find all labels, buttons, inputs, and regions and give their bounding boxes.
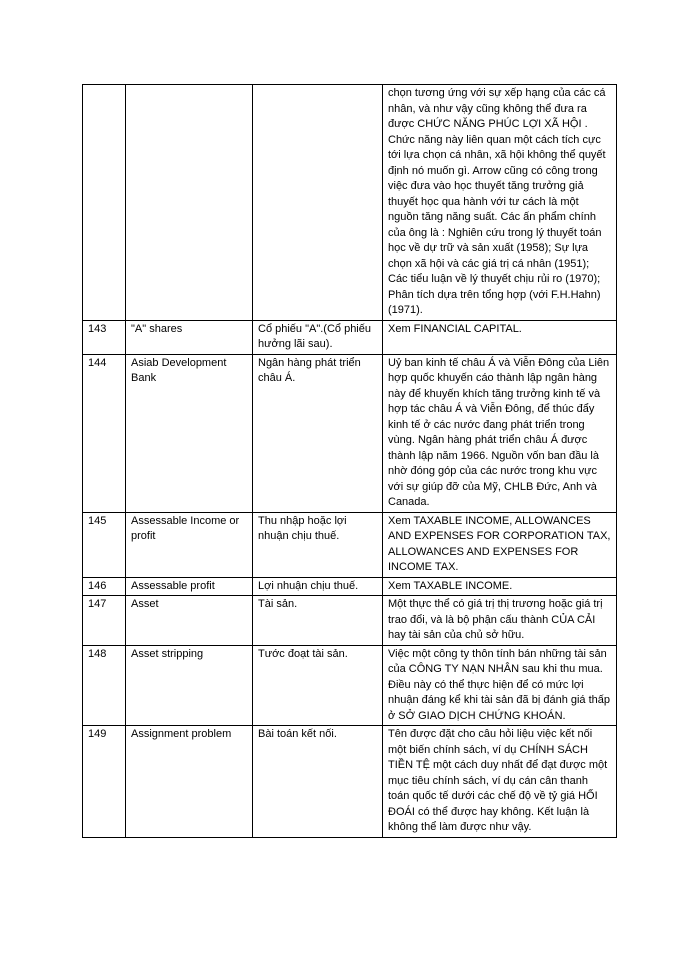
table-row [83, 645, 617, 726]
entry-description: Một thực thể có giá trị thị trương hoặc giá trị trao đổi, và là bộ phận cấu thành CỦA CẢI hay tài sản của chủ sở hữu. [383, 596, 617, 646]
table-row [83, 512, 617, 577]
entry-vietnamese-term: Bài toán kết nối. [253, 726, 383, 838]
entry-vietnamese-term: Thu nhập hoặc lợi nhuận chịu thuế. [253, 512, 383, 577]
entry-number: 144 [83, 354, 126, 512]
entry-english-term: Asiab Development Bank [126, 354, 253, 512]
entry-vietnamese-term: Cổ phiếu "A".(Cổ phiếu hưởng lãi sau). [253, 320, 383, 354]
entry-description: Uỷ ban kinh tế châu Á và Viễn Đông của Liên hợp quốc khuyến cáo thành lập ngân hàng này để khuyến khích tăng trưởng kinh tế và hợp tác châu Á và Viễn Đông, để thúc đẩy kinh tế ở các nước đang phát triển trong vùng. Ngân hàng phát triển châu Á được thành lập năm 1966. Nguồn vốn ban đầu là nhờ đóng góp của các nước trong khu vực với sự giúp đỡ của Mỹ, CHLB Đức, Anh và Canada. [383, 354, 617, 512]
entry-number: 149 [83, 726, 126, 838]
entry-vietnamese-term: Tài sản. [253, 596, 383, 646]
entry-number: 148 [83, 645, 126, 726]
entry-vietnamese-term: Ngân hàng phát triển châu Á. [253, 354, 383, 512]
entry-english-term [126, 85, 253, 321]
table-row [83, 726, 617, 838]
entry-vietnamese-term: Tước đoạt tài sản. [253, 645, 383, 726]
entry-number: 146 [83, 577, 126, 596]
entry-description: Việc một công ty thôn tính bán những tài sản của CÔNG TY NẠN NHÂN sau khi thu mua. Điều này có thể thực hiện để có mức lợi nhuận đáng kể khi tài sản đã bị đánh giá thấp ở SỞ GIAO DỊCH CHỨNG KHOÁN. [383, 645, 617, 726]
table-row [83, 577, 617, 596]
glossary-body [83, 85, 617, 838]
glossary-table [82, 84, 617, 838]
table-row [83, 320, 617, 354]
entry-description: Xem TAXABLE INCOME. [383, 577, 617, 596]
entry-description: chọn tương ứng với sự xếp hạng của các cá nhân, và như vậy cũng không thể đưa ra được CHỨC NĂNG PHÚC LỢI XÃ HỘI . Chức năng này liên quan một cách tích cực tới lựa chọn cá nhân, xã hội không thể quyết định nó muốn gì. Arrow cũng có công trong việc đưa vào học thuyết tăng trưởng giả thuyết học qua hành với tư cách là một nguồn tăng năng suất. Các ấn phẩm chính của ông là : Nghiên cứu trong lý thuyết toán học về dự trữ và sản xuất (1958); Sự lựa chọn xã hội và các giá trị cá nhân (1951); Các tiểu luận về lý thuyết chịu rủi ro (1970); Phân tích dựa trên tổng hợp (với F.H.Hahn) (1971). [383, 85, 617, 321]
entry-description: Xem FINANCIAL CAPITAL. [383, 320, 617, 354]
entry-description: Xem TAXABLE INCOME, ALLOWANCES AND EXPENSES FOR CORPORATION TAX, ALLOWANCES AND EXPENSES FOR INCOME TAX. [383, 512, 617, 577]
table-row [83, 85, 617, 321]
entry-english-term: Assessable Income or profit [126, 512, 253, 577]
entry-number: 143 [83, 320, 126, 354]
entry-english-term: Asset [126, 596, 253, 646]
entry-number [83, 85, 126, 321]
entry-vietnamese-term [253, 85, 383, 321]
entry-number: 147 [83, 596, 126, 646]
entry-number: 145 [83, 512, 126, 577]
entry-english-term: Assignment problem [126, 726, 253, 838]
entry-english-term: Assessable profit [126, 577, 253, 596]
entry-vietnamese-term: Lợi nhuận chịu thuế. [253, 577, 383, 596]
table-row [83, 596, 617, 646]
entry-english-term: "A" shares [126, 320, 253, 354]
table-row [83, 354, 617, 512]
entry-english-term: Asset stripping [126, 645, 253, 726]
entry-description: Tên được đặt cho câu hỏi liệu việc kết nối một biến chính sách, ví dụ CHÍNH SÁCH TIỀN TỆ một cách duy nhất để đạt được một mục tiêu chính sách, ví dụ cán cân thanh toán quốc tế dưới các chế độ về tỷ giá HỐI ĐOÁI có thể được hay không. Kết luận là không thể làm được như vậy. [383, 726, 617, 838]
